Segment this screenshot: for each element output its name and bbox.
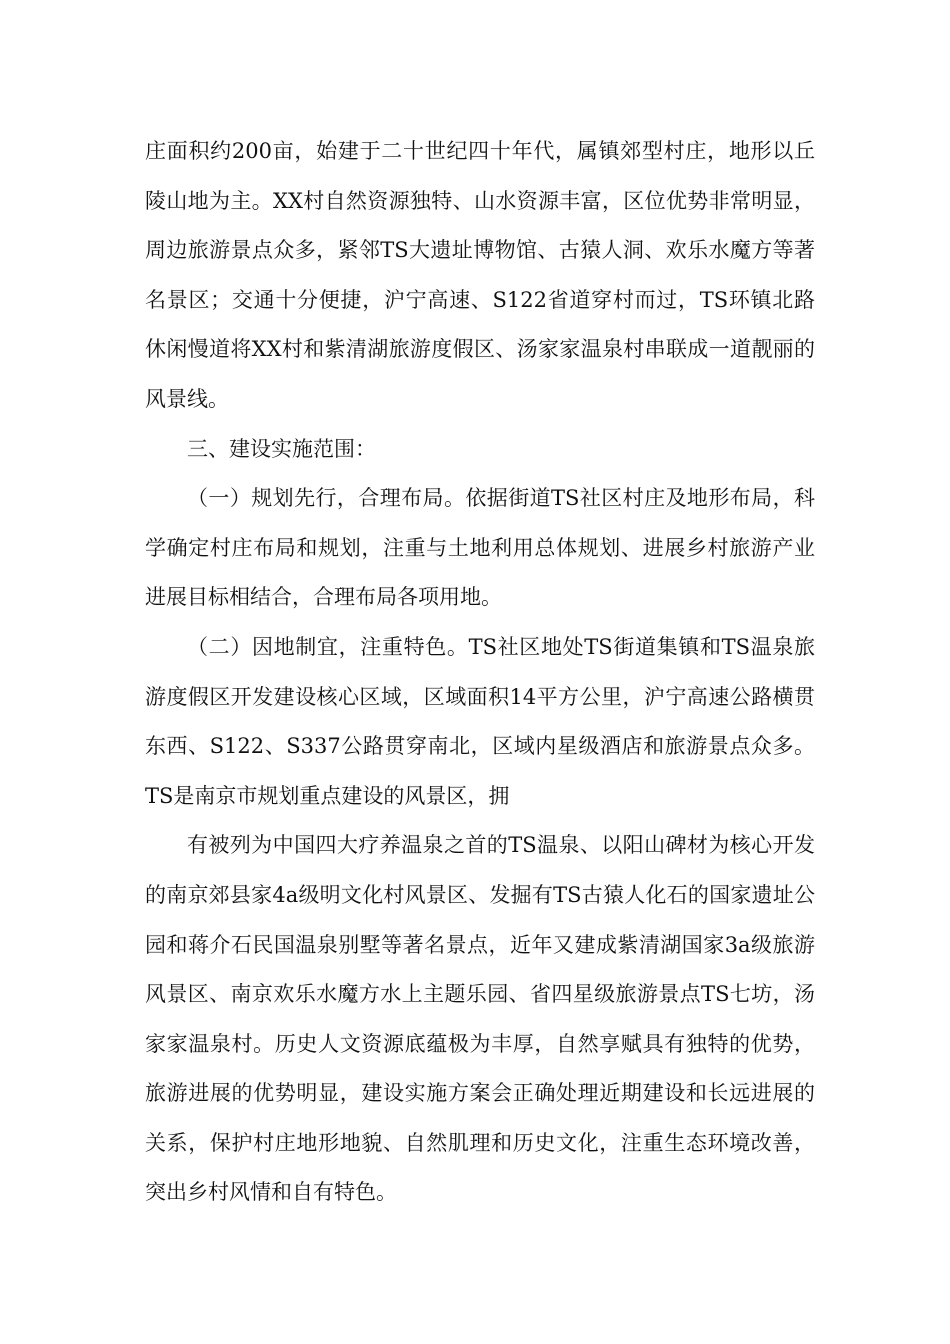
document-body	[145, 127, 815, 1218]
paragraph-planning-first: （一）规划先行，合理布局。依据街道TS社区村庄及地形布局，科学确定村庄布局和规划，注重与土地利用总体规划、进展乡村旅游产业进展目标相结合，合理布局各项用地。	[145, 486, 815, 610]
paragraph-local-features: （二）因地制宜，注重特色。TS社区地处TS街道集镇和TS温泉旅游度假区开发建设核心区域，区域面积14平方公里，沪宁高速公路横贯东西、S122、S337公路贯穿南北，区域内星级酒店和旅游景点众多。TS是南京市规划重点建设的风景区，拥	[145, 634, 815, 808]
section-heading-implementation-scope: 三、建设实施范围：	[187, 436, 376, 461]
paragraph-attractions: 有被列为中国四大疗养温泉之首的TS温泉、以阳山碑材为核心开发的南京郊县家4a级明文化村风景区、发掘有TS古猿人化石的国家遗址公园和蒋介石民国温泉别墅等著名景点，近年又建成紫清湖国家3a级旅游风景区、南京欢乐水魔方水上主题乐园、省四星级旅游景点TS七坊，汤家家温泉村。历史人文资源底蕴极为丰厚，自然享赋具有独特的优势，旅游进展的优势明显，建设实施方案会正确处理近期建设和长远进展的关系，保护村庄地形地貌、自然肌理和历史文化，注重生态环境改善，突出乡村风情和自有特色。	[145, 833, 815, 1205]
paragraph-village-overview: 庄面积约200亩，始建于二十世纪四十年代，属镇郊型村庄，地形以丘陵山地为主。XX村自然资源独特、山水资源丰富，区位优势非常明显，周边旅游景点众多，紧邻TS大遗址博物馆、古猿人洞、欢乐水魔方等著名景区；交通十分便捷，沪宁高速、S122省道穿村而过，TS环镇北路休闲慢道将XX村和紫清湖旅游度假区、汤家家温泉村串联成一道靓丽的风景线。	[145, 139, 815, 411]
